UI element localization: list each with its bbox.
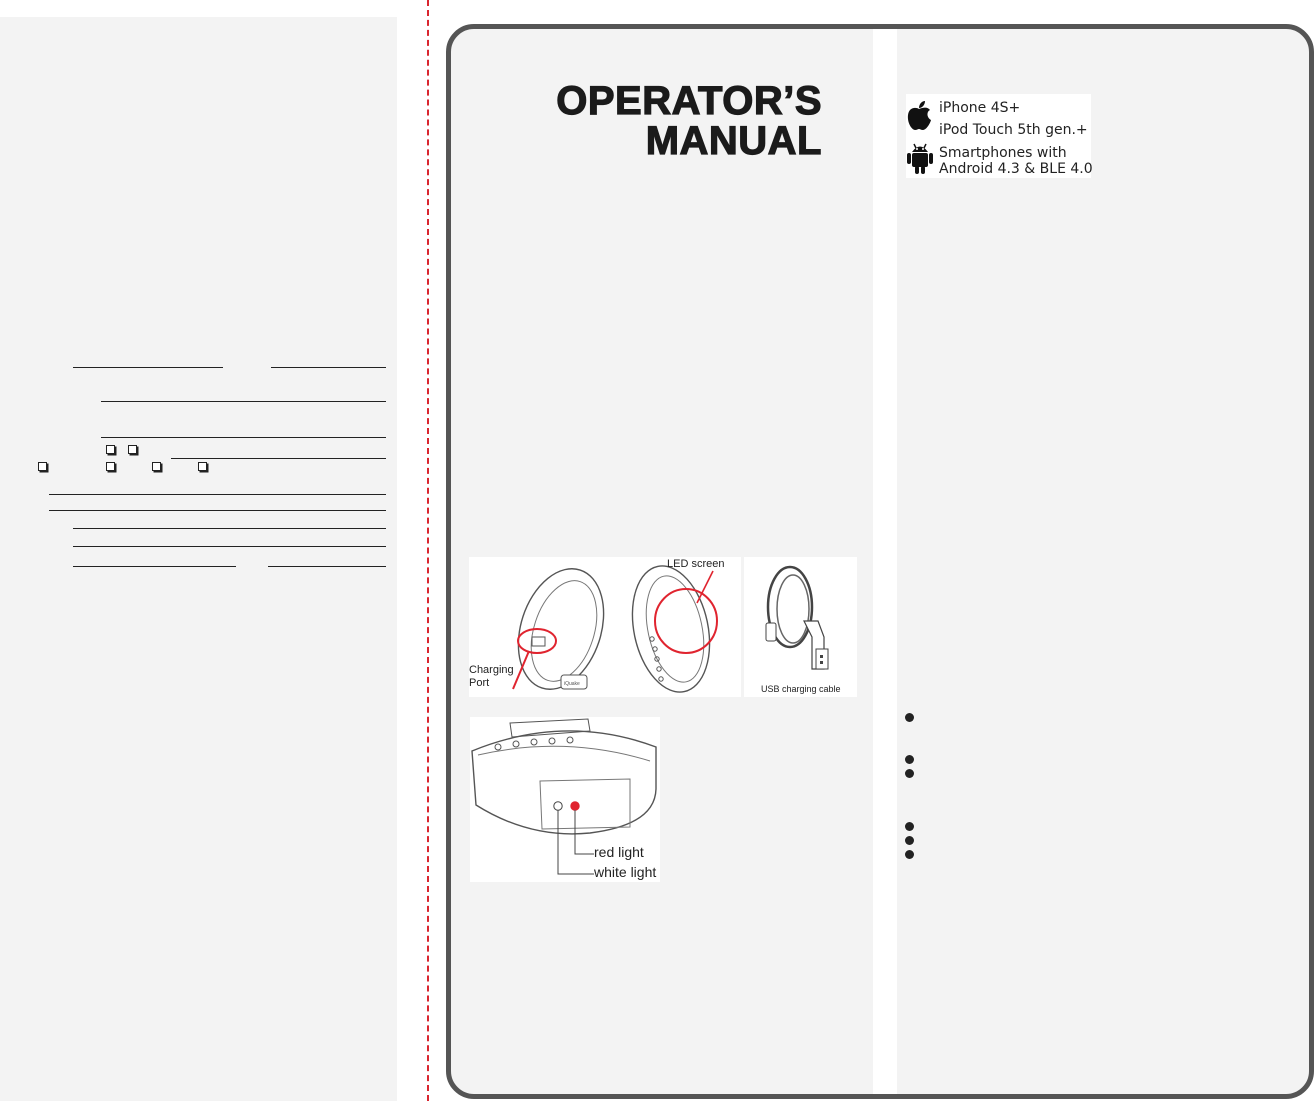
led-screen-label: LED screen [667,558,725,570]
form-checkbox[interactable] [106,445,115,454]
compat-ipod: iPod Touch 5th gen.+ [939,122,1088,138]
registration-form-panel [0,17,397,1101]
band-overview-figure [469,557,741,697]
bullet-point [905,769,914,778]
apple-icon [906,99,932,131]
white-light-label: white light [594,864,657,880]
red-light-indicator [571,802,579,810]
form-checkbox[interactable] [198,462,207,471]
form-checkbox[interactable] [106,462,115,471]
form-line[interactable] [73,528,386,529]
compat-android-line1: Smartphones with [939,145,1067,161]
android-icon [906,140,934,176]
page-gutter [873,29,897,1094]
form-line[interactable] [101,437,386,438]
title-line-2: MANUAL [645,119,822,163]
bullet-point [905,713,914,722]
form-line[interactable] [171,458,386,459]
manual-title [556,81,822,161]
compat-android-line2: Android 4.3 & BLE 4.0 [939,161,1093,177]
form-line[interactable] [73,367,223,368]
compat-iphone: iPhone 4S+ [939,100,1021,116]
bullet-point [905,755,914,764]
form-line[interactable] [73,546,386,547]
white-light-indicator [554,802,562,810]
form-line[interactable] [49,494,386,495]
form-line[interactable] [49,510,386,511]
form-checkbox[interactable] [128,445,137,454]
charging-port-label: Port [469,677,490,689]
cut-line [427,0,429,1101]
form-line[interactable] [268,566,386,567]
form-line[interactable] [271,367,386,368]
form-line[interactable] [73,566,236,567]
svg-text:iQuake: iQuake [564,681,580,687]
usb-cable-label: USB charging cable [761,684,841,694]
compatibility-box [906,94,1091,178]
usb-cable-illustration [744,557,857,697]
band-illustration [469,557,741,697]
bullet-point [905,822,914,831]
form-checkbox[interactable] [38,462,47,471]
bullet-point [905,850,914,859]
form-line[interactable] [101,401,386,402]
red-light-label: red light [594,844,644,860]
bullet-point [905,836,914,845]
form-checkbox[interactable] [152,462,161,471]
indicator-lights-figure [470,717,660,882]
title-line-1: OPERATOR’S [556,79,822,123]
charging-port-label: Charging [469,664,514,676]
usb-cable-figure [744,557,857,697]
